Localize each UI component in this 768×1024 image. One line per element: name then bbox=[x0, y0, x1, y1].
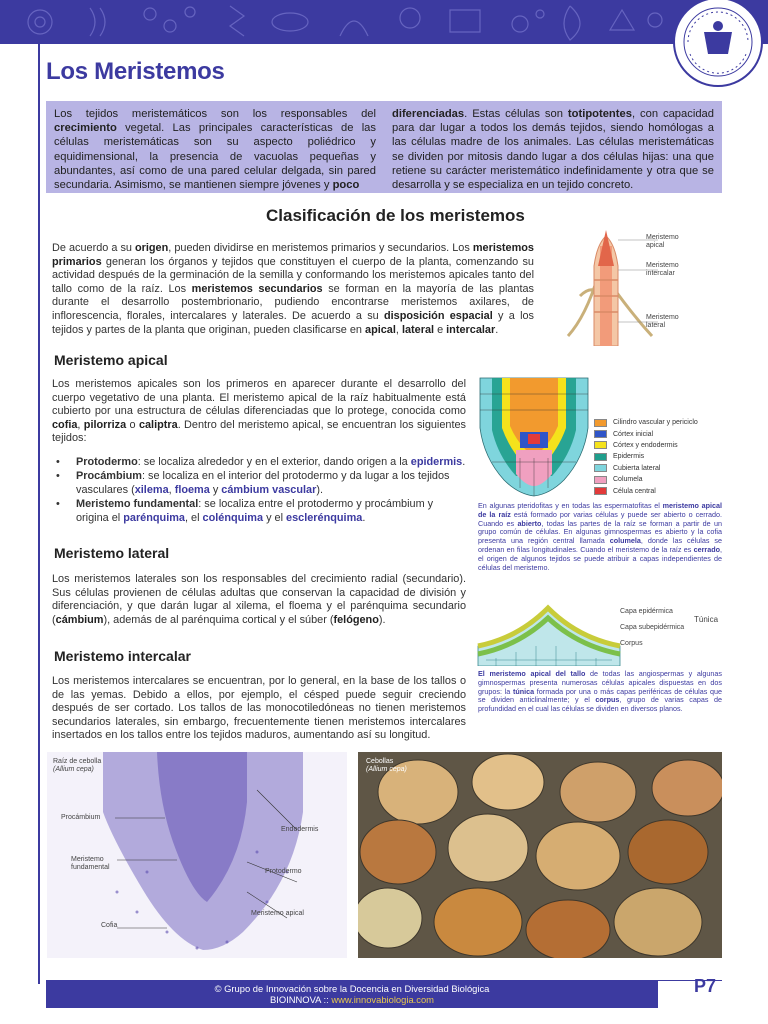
side-rule bbox=[38, 44, 40, 984]
label-meristemo-intercalar: Meristemo intercalar bbox=[646, 262, 679, 277]
university-seal-icon bbox=[668, 0, 764, 92]
list-item: • Procámbium: se localiza en el interior del protodermo y da lugar a los tejidos vasculares (xilema, floema y cámbium vascular). bbox=[52, 470, 466, 497]
micrograph-image bbox=[47, 752, 347, 958]
label-corpus: Corpus bbox=[620, 640, 643, 647]
legend-swatch bbox=[594, 476, 607, 484]
subtitle-intercalar: Meristemo intercalar bbox=[54, 648, 191, 664]
label-endodermis: Endodermis bbox=[281, 826, 319, 833]
photo-left-species: (Allium cepa) bbox=[53, 766, 94, 773]
onions-photo bbox=[358, 752, 722, 958]
page-title: Los Meristemos bbox=[46, 58, 225, 85]
decorative-doodles-icon bbox=[0, 0, 768, 44]
list-item: • Protodermo: se localiza alrededor y en el exterior, dando origen a la epidermis. bbox=[52, 456, 466, 469]
root-tip-diagram bbox=[478, 374, 590, 498]
label-meristemo-apical: Meristemo apical bbox=[646, 234, 679, 249]
legend-swatch bbox=[594, 464, 607, 472]
legend-item: Epidermis bbox=[594, 451, 698, 462]
label-capa-epidermica: Capa epidérmica bbox=[620, 608, 673, 615]
photo-right-title: Cebollas bbox=[366, 758, 394, 765]
footer-copyright: © Grupo de Innovación sobre la Docencia en Diversidad Biológica bbox=[214, 983, 490, 994]
legend-item: Célula central bbox=[594, 485, 698, 496]
legend-item: Columela bbox=[594, 474, 698, 485]
apical-paragraph: Los meristemos apicales son los primeros en aparecer durante el desarrollo del cuerpo vegetativo de una planta. El meristemo apical de la raíz habitualmente está cubierto por una estructura de células diferenciadas que lo protege, conocida como cofia, pilorriza o caliptra. Dentro del meristemo apical, se encuentran los siguientes tejidos: bbox=[52, 378, 466, 445]
footer-website-link[interactable]: www.innovabiologia.com bbox=[331, 994, 434, 1005]
onions-image bbox=[358, 752, 722, 958]
legend-item: Cubierta lateral bbox=[594, 463, 698, 474]
intro-box bbox=[46, 101, 722, 193]
caption-stem: El meristemo apical del tallo de todas las angiospermas y algunas gimnospermas presenta numerosas células apicales dispuestas en dos grupos: la túnica formada por una o más capas periféricas de células que se dividen anticlinalmente; y el corpus, grupo de varias capas de profundidad en el cual las células se dividen en diversos planos. bbox=[478, 669, 723, 714]
caption-root: En algunas pteridofitas y en todas las espermatofitas el meristemo apical de la raíz está formado por varias células y puede ser abierto o cerrado. Cuando es abierto, todas las partes de la raíz se forman a partir de un grupo común de células. En algunas gimnospermas es abierto y la cofia presenta una región central llamada columela, donde las células se ordenan en filas longitudinales. Cuando el meristemo de la raíz es cerrado, el origen de algunos tejidos se puede atribuir a capas independientes de células del meristemo. bbox=[478, 501, 723, 572]
intro-column-right: diferenciadas. Estas células son totipotentes, con capacidad para dar lugar a todos los demás tejidos, siendo homólogas a las células madre de los animales. Las células meristemáticas se dividen por mitosis dando lugar a dos células hijas: una que retiene su carácter meristemático indefinidamente y otra que se desarrolla y se especializa en un tejido concreto. bbox=[392, 108, 714, 192]
lateral-paragraph: Los meristemos laterales son los responsables del crecimiento radial (secundario). Sus células provienen de células adultas que conservan la capacidad de división y diferenciación, y que darán lugar al xilema, el floema y el parénquima secundario (cámbium), además de al parénquima cortical y el súber (felógeno). bbox=[52, 573, 466, 626]
label-meristemo-lateral: Meristemo lateral bbox=[646, 314, 679, 329]
label-cofia: Cofia bbox=[101, 922, 118, 929]
page-number: P7 bbox=[694, 976, 717, 996]
footer-bar bbox=[46, 980, 658, 1008]
header-band bbox=[0, 0, 768, 44]
label-tunica: Túnica bbox=[694, 615, 719, 624]
label-meristemo-apical-photo: Meristemo apical bbox=[251, 910, 304, 917]
legend-swatch bbox=[594, 441, 607, 449]
legend-swatch bbox=[594, 453, 607, 461]
root-legend bbox=[594, 417, 698, 497]
photo-left-title: Raíz de cebolla bbox=[53, 758, 102, 765]
label-meristemo-fundamental: Meristemo fundamental bbox=[71, 856, 110, 871]
legend-item: Cilindro vascular y periciclo bbox=[594, 417, 698, 428]
stem-apex-diagram bbox=[476, 602, 622, 666]
intercalar-paragraph: Los meristemos intercalares se encuentran, por lo general, en la base de los tallos o de las yemas. Debido a ellos, por ejemplo, el césped puede seguir creciendo después de ser cortado. Los tallos de las monocotiledóneas no tienen meristemos secundarios laterales, sin embargo, frecuentemente tienen meristemos intercalares insertados en los tallos entre los tejidos maduros, aumentando así su longitud. bbox=[52, 675, 466, 742]
legend-swatch bbox=[594, 419, 607, 427]
subtitle-apical: Meristemo apical bbox=[54, 352, 168, 368]
subtitle-lateral: Meristemo lateral bbox=[54, 545, 170, 561]
legend-swatch bbox=[594, 487, 607, 495]
label-capa-subepidermica: Capa subepidérmica bbox=[620, 624, 685, 631]
section-title: Clasificación de los meristemos bbox=[266, 206, 525, 225]
label-protodermo: Protodermo bbox=[265, 868, 302, 875]
photo-right-species: (Allium cepa) bbox=[366, 766, 407, 773]
plant-meristem-diagram bbox=[560, 226, 660, 346]
onion-root-micrograph bbox=[47, 752, 347, 958]
footer-brand: BIOINNOVA bbox=[270, 994, 321, 1005]
label-procambium: Procámbium bbox=[61, 814, 101, 821]
legend-swatch bbox=[594, 430, 607, 438]
footer-credits: BIOINNOVA :: www.innovabiologia.com bbox=[270, 994, 434, 1005]
intro-column-left: Los tejidos meristemáticos son los responsables del crecimiento vegetal. Las principales características de las células meristemáticas son su aspecto poliédrico y equidimensional, la presencia de vacuolas pequeñas y abundantes, así como de una pared celular delgada, sin pared secundaria. Asimismo, se mantienen siempre jóvenes y poco bbox=[54, 108, 376, 192]
list-item: • Meristemo fundamental: se localiza entre el protodermo y procámbium y origina el parénquima, el colénquima y el esclerénquima. bbox=[52, 498, 466, 525]
classification-paragraph: De acuerdo a su origen, pueden dividirse en meristemos primarios y secundarios. Los meristemos primarios generan los órganos y tejidos que constituyen el cuerpo de la planta, comenzando su actividad después de la germinación de la semilla y conformando los meristemos apicales tanto del tallo como de la raíz. Los meristemos secundarios se forman en la mayoría de las plantas durante el desarrollo postembrionario, pudiendo encontrarse meristemos axilares, de inflorescencia, florales, intercalares y laterales. De acuerdo a su disposición espacial y a los tejidos y partes de la planta que originan, pueden clasificarse en apical, lateral e intercalar. bbox=[52, 242, 535, 336]
legend-item: Córtex y endodermis bbox=[594, 440, 698, 451]
legend-item: Córtex inicial bbox=[594, 428, 698, 439]
apical-tissue-list bbox=[52, 456, 466, 526]
